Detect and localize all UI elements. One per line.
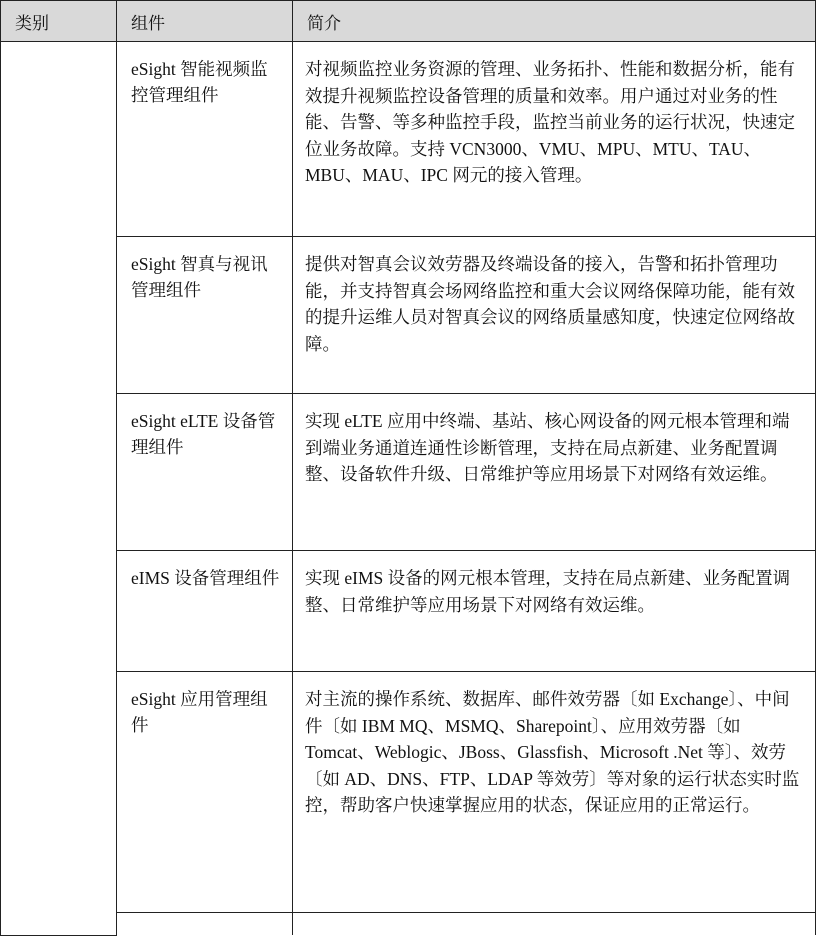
component-name: eSight 应用管理组件	[117, 672, 293, 913]
component-description: 提供对智真会议效劳器及终端设备的接入，告警和拓扑管理功能，并支持智真会场网络监控和重大会议网络保障功能，能有效的提升运维人员对智真会议的网络质量感知度，快速定位网络故障。	[293, 237, 816, 394]
header-description: 简介	[293, 1, 816, 42]
component-name-partial	[117, 913, 293, 936]
category-cell	[1, 42, 117, 936]
component-name: eIMS 设备管理组件	[117, 551, 293, 672]
component-name: eSight eLTE 设备管理组件	[117, 394, 293, 551]
table-row	[1, 394, 816, 551]
component-name: eSight 智真与视讯管理组件	[117, 237, 293, 394]
component-description: 实现 eIMS 设备的网元根本管理，支持在局点新建、业务配置调整、日常维护等应用场景下对网络有效运维。	[293, 551, 816, 672]
table-header-row	[1, 1, 816, 42]
table-row	[1, 42, 816, 237]
component-description: 实现 eLTE 应用中终端、基站、核心网设备的网元根本管理和端到端业务通道连通性诊断管理，支持在局点新建、业务配置调整、设备软件升级、日常维护等应用场景下对网络有效运维。	[293, 394, 816, 551]
table-row	[1, 672, 816, 913]
table-row	[1, 551, 816, 672]
table-row	[1, 237, 816, 394]
header-category: 类别	[1, 1, 117, 42]
component-description-partial	[293, 913, 816, 936]
component-description: 对视频监控业务资源的管理、业务拓扑、性能和数据分析，能有效提升视频监控设备管理的质量和效率。用户通过对业务的性能、告警、等多种监控手段，监控当前业务的运行状况，快速定位业务故障。支持 VCN3000、VMU、MPU、MTU、TAU、MBU、MAU、IPC 网元的接入管理。	[293, 42, 816, 237]
component-description: 对主流的操作系统、数据库、邮件效劳器〔如 Exchange〕、中间件〔如 IBM MQ、MSMQ、Sharepoint〕、应用效劳器〔如 Tomcat、Weblogic、JBoss、Glassfish、Microsoft .Net 等〕、效劳〔如 AD、DNS、FTP、LDAP 等效劳〕等对象的运行状态实时监控，帮助客户快速掌握应用的状态，保证应用的正常运行。	[293, 672, 816, 913]
table-row-partial	[1, 913, 816, 936]
header-component: 组件	[117, 1, 293, 42]
component-name: eSight 智能视频监控管理组件	[117, 42, 293, 237]
